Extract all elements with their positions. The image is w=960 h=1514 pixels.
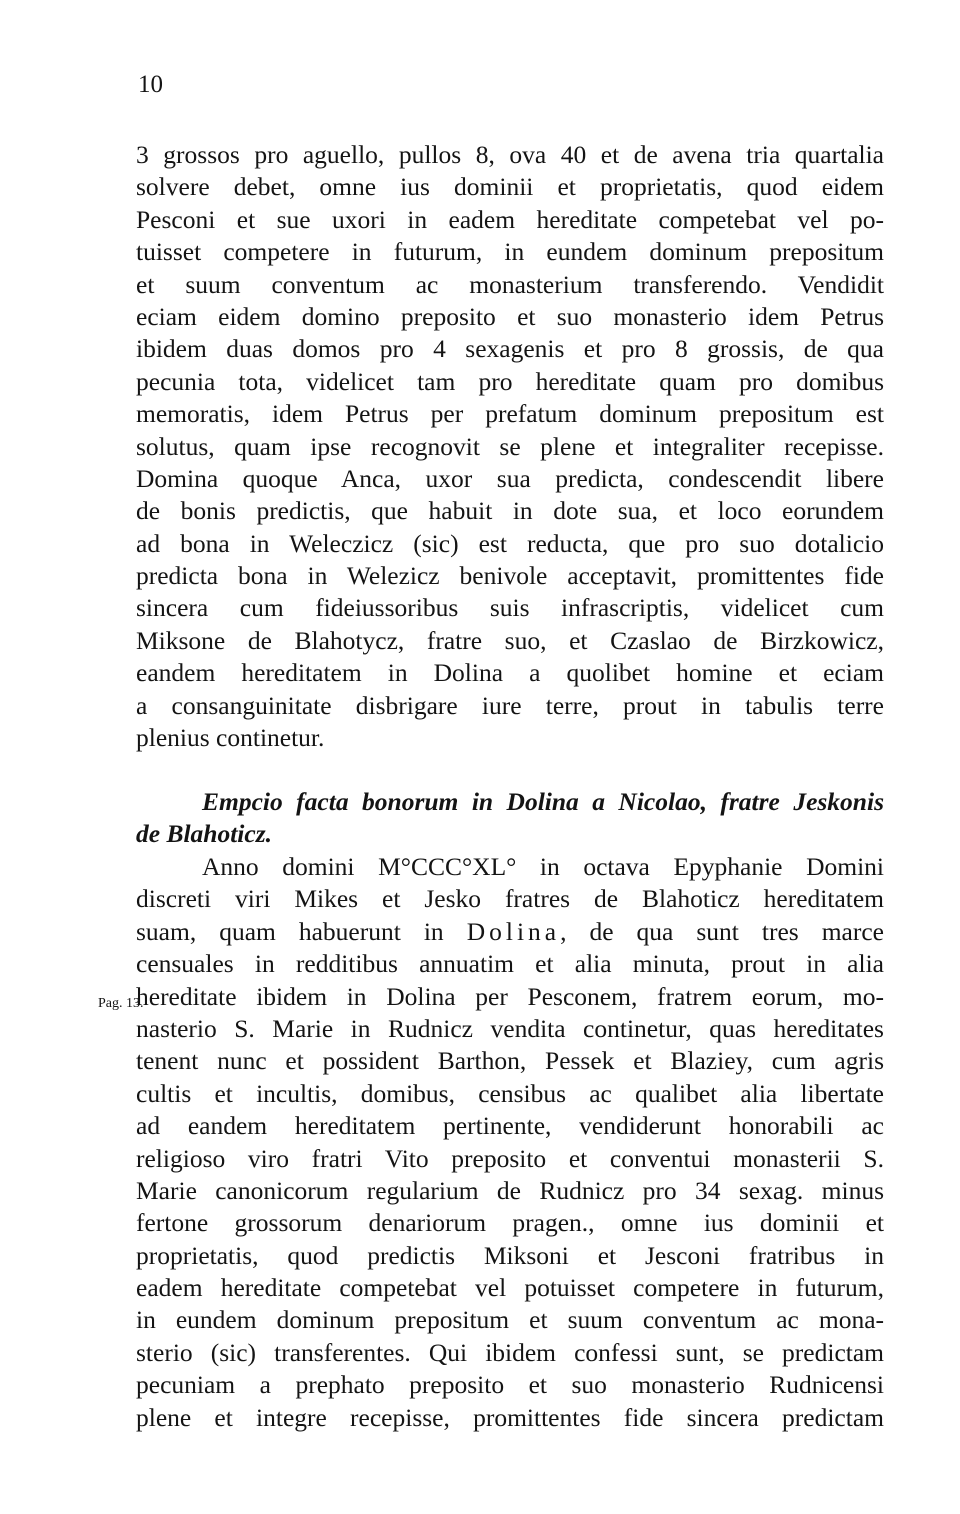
text-fragment: , de qua sunt tres marce xyxy=(560,916,884,946)
text-line: Marie canonicorum regularium de Rudnicz pro 34 sexag. minus xyxy=(136,1175,884,1205)
text-line: proprietatis, quod predictis Miksoni et Jesconi fratribus in xyxy=(136,1240,884,1270)
text-line: pecunia tota, videlicet tam pro hereditate quam pro domibus xyxy=(136,366,884,396)
text-line: ad eandem hereditatem pertinente, vendiderunt honorabili ac xyxy=(136,1111,884,1141)
text-line: in eundem dominum prepositum et suum conventum ac mona- xyxy=(136,1305,884,1335)
text-line: eciam eidem domino preposito et suo monasterio idem Petrus xyxy=(136,301,884,331)
text-line: discreti viri Mikes et Jesko fratres de Blahoticz hereditatem xyxy=(136,884,884,914)
text-line: eadem hereditate competebat vel potuisset competere in futurum, xyxy=(136,1273,884,1303)
text-line: 3 grossos pro aguello, pullos 8, ova 40 et de avena tria quartalia xyxy=(136,140,884,169)
heading-line: de Blahoticz. xyxy=(136,819,273,849)
text-fragment: suam, quam habuerunt in xyxy=(136,916,467,946)
text-line: pecuniam a prephato preposito et suo monasterio Rudnicensi xyxy=(136,1370,884,1400)
paragraph-1 xyxy=(136,139,884,754)
heading-line: Empcio facta bonorum in Dolina a Nicolao, fratre Jeskonis xyxy=(202,787,884,816)
text-line: censuales in redditibus annuatim et alia minuta, prout in alia xyxy=(136,949,884,979)
text-line: sincera cum fideiussoribus suis infrascriptis, videlicet cum xyxy=(136,593,884,623)
text-line: Miksone de Blahotycz, fratre suo, et Czaslao de Birzkowicz, xyxy=(136,625,884,655)
place-name-spaced: Dolina xyxy=(466,916,561,946)
text-line: de bonis predictis, que habuit in dote sua, et loco eorundem xyxy=(136,496,884,526)
text-line: Anno domini M°CCC°XL° in octava Epyphanie Domini xyxy=(202,852,884,881)
text-line: plene et integre recepisse, promittentes fide sincera predictam xyxy=(136,1402,884,1432)
section-heading xyxy=(136,786,884,851)
text-line: religioso viro fratri Vito preposito et conventui monasterii S. xyxy=(136,1143,884,1173)
text-line: Pesconi et sue uxori in eadem hereditate competebat vel po- xyxy=(136,204,884,234)
text-line xyxy=(136,916,884,948)
text-line: memoratis, idem Petrus per prefatum dominum prepositum est xyxy=(136,399,884,429)
text-line: plenius continetur. xyxy=(136,723,325,753)
page-number: 10 xyxy=(138,71,163,98)
margin-page-reference: Pag. 13. xyxy=(98,996,144,1011)
text-line: et suum conventum ac monasterium transferendo. Vendidit xyxy=(136,269,884,299)
text-line: solvere debet, omne ius dominii et proprietatis, quod eidem xyxy=(136,172,884,202)
text-line: eandem hereditatem in Dolina a quolibet homine et eciam xyxy=(136,658,884,688)
text-line: fertone grossorum denariorum pragen., omne ius dominii et xyxy=(136,1208,884,1238)
text-line: ad bona in Weleczicz (sic) est reducta, que pro suo dotalicio xyxy=(136,528,884,558)
text-line: sterio (sic) transferentes. Qui ibidem confessi sunt, se predictam xyxy=(136,1337,884,1367)
text-line: predicta bona in Welezicz benivole acceptavit, promittentes fide xyxy=(136,561,884,591)
text-line: ibidem duas domos pro 4 sexagenis et pro 8 grossis, de qua xyxy=(136,334,884,364)
text-line: tenent nunc et possident Barthon, Pessek et Blaziey, cum agris xyxy=(136,1046,884,1076)
text-line: tuisset competere in futurum, in eundem dominum prepositum xyxy=(136,237,884,267)
text-line: Domina quoque Anca, uxor sua predicta, condescendit libere xyxy=(136,463,884,493)
text-line: solutus, quam ipse recognovit se plene et integraliter recepisse. xyxy=(136,431,884,461)
paragraph-2 xyxy=(136,851,884,1434)
text-line: a consanguinitate disbrigare iure terre, prout in tabulis terre xyxy=(136,690,884,720)
text-line: cultis et incultis, domibus, censibus ac qualibet alia libertate xyxy=(136,1078,884,1108)
text-line: hereditate ibidem in Dolina per Pesconem, fratrem eorum, mo- xyxy=(136,981,884,1011)
text-line: nasterio S. Marie in Rudnicz vendita continetur, quas hereditates xyxy=(136,1013,884,1043)
